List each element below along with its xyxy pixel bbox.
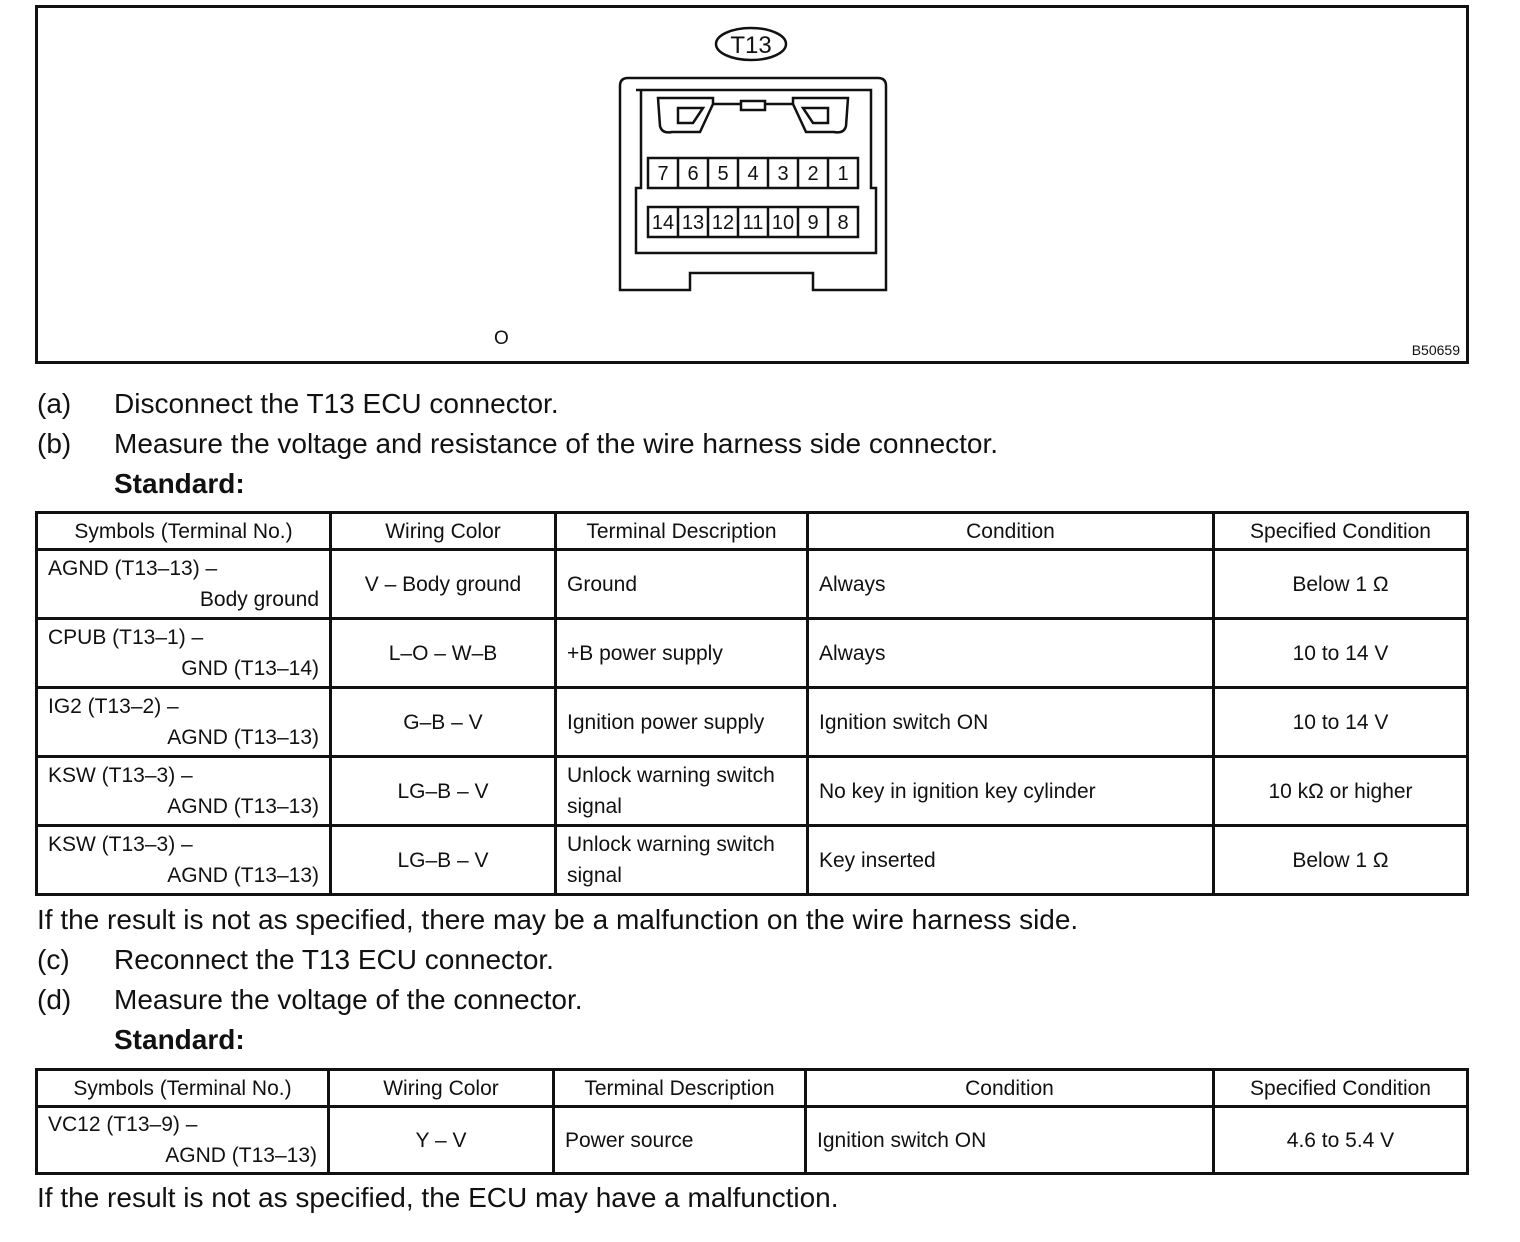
column-header: Wiring Color: [329, 1070, 554, 1107]
standard-table-2: [35, 1068, 1469, 1175]
pin-number: 10: [771, 212, 795, 234]
table-row: [37, 757, 1468, 826]
description-cell: Unlock warning switch signal: [556, 757, 808, 826]
lock-tab: [741, 101, 765, 110]
column-header: Symbols (Terminal No.): [37, 513, 331, 550]
column-header: Wiring Color: [331, 513, 556, 550]
wiring-color-cell: LG–B – V: [331, 757, 556, 826]
table-row: [37, 1107, 1468, 1174]
pin-number: 3: [777, 163, 789, 185]
pin-number: 4: [747, 163, 759, 185]
wiring-color-cell: LG–B – V: [331, 826, 556, 895]
column-header: Condition: [808, 513, 1214, 550]
result-note-2: If the result is not as specified, the ECU may have a malfunction.: [37, 1182, 839, 1213]
standard-label-1: Standard:: [114, 468, 245, 499]
step-a-label: (a): [37, 388, 72, 419]
specified-condition-cell: Below 1 Ω: [1214, 550, 1468, 619]
table-row: [37, 826, 1468, 895]
symbol-cell: [37, 757, 331, 826]
specified-condition-cell: 10 to 14 V: [1214, 619, 1468, 688]
symbol-line-2: AGND (T13–13): [165, 1144, 317, 1167]
symbol-line-1: CPUB (T13–1) –: [48, 626, 204, 649]
column-header: Terminal Description: [554, 1070, 806, 1107]
column-header: Symbols (Terminal No.): [37, 1070, 329, 1107]
symbol-line-1: VC12 (T13–9) –: [48, 1113, 198, 1136]
pin-number: 8: [837, 212, 849, 234]
step-c: [37, 943, 554, 977]
column-header: Specified Condition: [1214, 1070, 1468, 1107]
symbol-cell: [37, 550, 331, 619]
symbol-cell: [37, 826, 331, 895]
wiring-color-cell: V – Body ground: [331, 550, 556, 619]
table-row: [37, 550, 1468, 619]
wiring-color-cell: L–O – W–B: [331, 619, 556, 688]
specified-condition-cell: 10 kΩ or higher: [1214, 757, 1468, 826]
condition-cell: Key inserted: [808, 826, 1214, 895]
symbol-line-1: IG2 (T13–2) –: [48, 695, 179, 718]
symbol-line-1: KSW (T13–3) –: [48, 833, 193, 856]
condition-cell: No key in ignition key cylinder: [808, 757, 1214, 826]
description-cell: Power source: [554, 1107, 806, 1174]
wiring-color-cell: Y – V: [329, 1107, 554, 1174]
column-header: Terminal Description: [556, 513, 808, 550]
connector-label: T13: [730, 32, 772, 59]
latch-right: [793, 98, 848, 132]
symbol-line-1: KSW (T13–3) –: [48, 764, 193, 787]
table-row: [37, 619, 1468, 688]
standard-label-2: Standard:: [114, 1024, 245, 1055]
result-note-1: If the result is not as specified, there may be a malfunction on the wire harness side.: [37, 904, 1079, 935]
pin-number: 12: [711, 212, 735, 234]
pin-number: 11: [742, 212, 764, 234]
description-cell: +B power supply: [556, 619, 808, 688]
step-c-label: (c): [37, 944, 70, 975]
specified-condition-cell: Below 1 Ω: [1214, 826, 1468, 895]
column-header: Specified Condition: [1214, 513, 1468, 550]
step-a-text: Disconnect the T13 ECU connector.: [114, 388, 559, 419]
column-header: Condition: [806, 1070, 1214, 1107]
symbol-line-2: AGND (T13–13): [167, 795, 319, 818]
table-row: [37, 688, 1468, 757]
condition-cell: Always: [808, 619, 1214, 688]
figure-code: B50659: [1411, 342, 1460, 358]
symbol-cell: [37, 619, 331, 688]
symbol-line-1: AGND (T13–13) –: [48, 557, 218, 580]
specified-condition-cell: 4.6 to 5.4 V: [1214, 1107, 1468, 1174]
standard-table-1: [35, 511, 1469, 896]
condition-cell: Ignition switch ON: [806, 1107, 1214, 1174]
description-cell: Unlock warning switch signal: [556, 826, 808, 895]
step-d-text: Measure the voltage of the connector.: [114, 984, 583, 1015]
description-cell: Ground: [556, 550, 808, 619]
symbol-line-2: AGND (T13–13): [167, 726, 319, 749]
pin-number: 14: [651, 212, 675, 234]
table-header-row: [37, 1070, 1468, 1107]
step-d: [37, 983, 583, 1017]
pin-number: 5: [717, 163, 729, 185]
pin-number: 1: [837, 163, 849, 185]
connector-figure: [35, 5, 1469, 364]
step-b-text: Measure the voltage and resistance of the wire harness side connector.: [114, 428, 999, 459]
symbol-line-2: AGND (T13–13): [167, 864, 319, 887]
pin-number: 2: [807, 163, 819, 185]
pin-number: 13: [681, 212, 705, 234]
pin-number: 6: [687, 163, 699, 185]
step-c-text: Reconnect the T13 ECU connector.: [114, 944, 554, 975]
step-d-label: (d): [37, 984, 72, 1015]
condition-cell: Always: [808, 550, 1214, 619]
wiring-color-cell: G–B – V: [331, 688, 556, 757]
symbol-line-2: Body ground: [199, 588, 319, 611]
step-b-label: (b): [37, 428, 72, 459]
description-cell: Ignition power supply: [556, 688, 808, 757]
figure-stray-mark: O: [494, 328, 509, 349]
step-a: [37, 387, 559, 421]
step-b: [37, 427, 998, 461]
pin-number: 7: [657, 163, 669, 185]
symbol-line-2: GND (T13–14): [181, 657, 319, 680]
symbol-cell: [37, 1107, 329, 1174]
condition-cell: Ignition switch ON: [808, 688, 1214, 757]
pin-number: 9: [807, 212, 819, 234]
table-header-row: [37, 513, 1468, 550]
connector-diagram: [38, 8, 1466, 361]
latch-left: [658, 98, 713, 132]
symbol-cell: [37, 688, 331, 757]
specified-condition-cell: 10 to 14 V: [1214, 688, 1468, 757]
